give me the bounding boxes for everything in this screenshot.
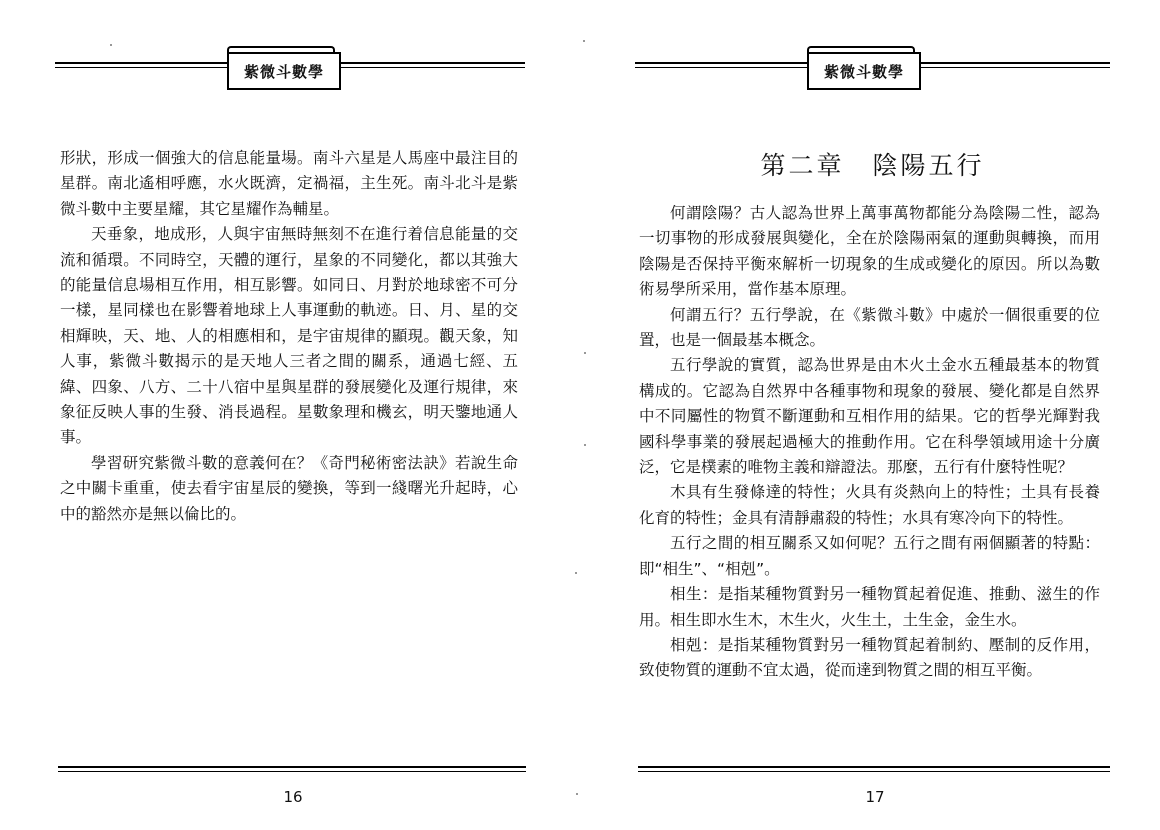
header-title: 紫微斗數學 <box>243 62 324 81</box>
scan-speck <box>110 44 112 46</box>
paragraph: 何謂五行？五行學說，在《紫微斗數》中處於一個很重要的位置，也是一個最基本概念。 <box>639 305 1100 350</box>
header-rule <box>921 67 1110 68</box>
page-header <box>55 42 525 92</box>
scan-speck <box>584 352 586 354</box>
header-title-badge <box>807 52 921 90</box>
left-body-text <box>60 146 518 527</box>
paragraph: 木具有生發條達的特性；火具有炎熱向上的特性；土具有長養化育的特性；金具有清靜肅殺的特性；水具有寒冷向下的特性。 <box>639 483 1100 527</box>
scan-speck <box>583 40 585 42</box>
paragraph: 形狀，形成一個強大的信息能量場。南斗六星是人馬座中最注目的星群。南北遙相呼應，水火既濟，定禍福，主生死。南斗北斗是紫微斗數中主要星耀，其它星耀作為輔星。 <box>60 149 518 218</box>
header-rule <box>55 67 227 68</box>
header-rule <box>635 62 807 64</box>
header-rule <box>341 67 525 68</box>
scan-speck <box>584 444 586 446</box>
page-header <box>635 42 1110 92</box>
header-rule <box>341 62 525 64</box>
page-number: 17 <box>865 788 885 806</box>
header-rule <box>55 62 227 64</box>
page-footer-rule <box>58 766 526 778</box>
header-title: 紫微斗數學 <box>823 62 904 81</box>
page-number: 16 <box>283 788 303 806</box>
header-rule <box>921 62 1110 64</box>
page-footer-rule <box>638 766 1110 778</box>
scan-speck <box>576 793 578 795</box>
paragraph: 天垂象，地成形，人與宇宙無時無刻不在進行着信息能量的交流和循環。不同時空，天體的運行，星象的不同變化，都以其強大的能量信息場相互作用，相互影響。如同日、月對於地球密不可分一樣，星同樣也在影響着地球上人事運動的軌迹。日、月、星的交相輝映，天、地、人的相應相和，是宇宙規律的顯現。觀天象，知人事，紫微斗數揭示的是天地人三者之間的關系，通過七經、五緯、四象、八方、二十八宿中星與星群的發展變化及運行規律，來象征反映人事的生發、消長過程。星數象理和機玄，明天鑒地通人事。 <box>60 225 518 447</box>
right-body-text <box>639 201 1100 684</box>
paragraph: 五行學說的實質，認為世界是由木火土金水五種最基本的物質構成的。它認為自然界中各種事物和現象的發展、變化都是自然界中不同屬性的物質不斷運動和互相作用的結果。它的哲學光輝對我國科學事業的發展起過極大的推動作用。它在科學領域用途十分廣泛，它是樸素的唯物主義和辯證法。那麼，五行有什麼特性呢？ <box>639 356 1100 477</box>
paragraph: 五行之間的相互關系又如何呢？五行之間有兩個顯著的特點：即“相生”、“相剋”。 <box>639 534 1100 578</box>
paragraph: 何謂陰陽？古人認為世界上萬事萬物都能分為陰陽二性，認為一切事物的形成發展與變化，全在於陰陽兩氣的運動與轉換，而用陰陽是否保持平衡來解析一切現象的生成或變化的原因。所以為數術易學所采用，當作基本原理。 <box>639 204 1100 299</box>
paragraph: 相生：是指某種物質對另一種物質起着促進、推動、滋生的作用。相生即水生木，木生火，火生土，土生金，金生水。 <box>639 585 1100 629</box>
scan-speck <box>575 572 577 574</box>
paragraph: 相剋：是指某種物質對另一種物質起着制約、壓制的反作用，致使物質的運動不宜太過，從而達到物質之間的相互平衡。 <box>639 635 1100 680</box>
header-title-badge <box>227 52 341 90</box>
chapter-title: 第二章 陰陽五行 <box>760 151 985 180</box>
header-rule <box>635 67 807 68</box>
right-page <box>580 0 1160 830</box>
paragraph: 學習研究紫微斗數的意義何在？《奇門秘術密法訣》若說生命之中關卡重重，使去看宇宙星辰的變換，等到一綫曙光升起時，心中的豁然亦是無以倫比的。 <box>60 453 518 523</box>
